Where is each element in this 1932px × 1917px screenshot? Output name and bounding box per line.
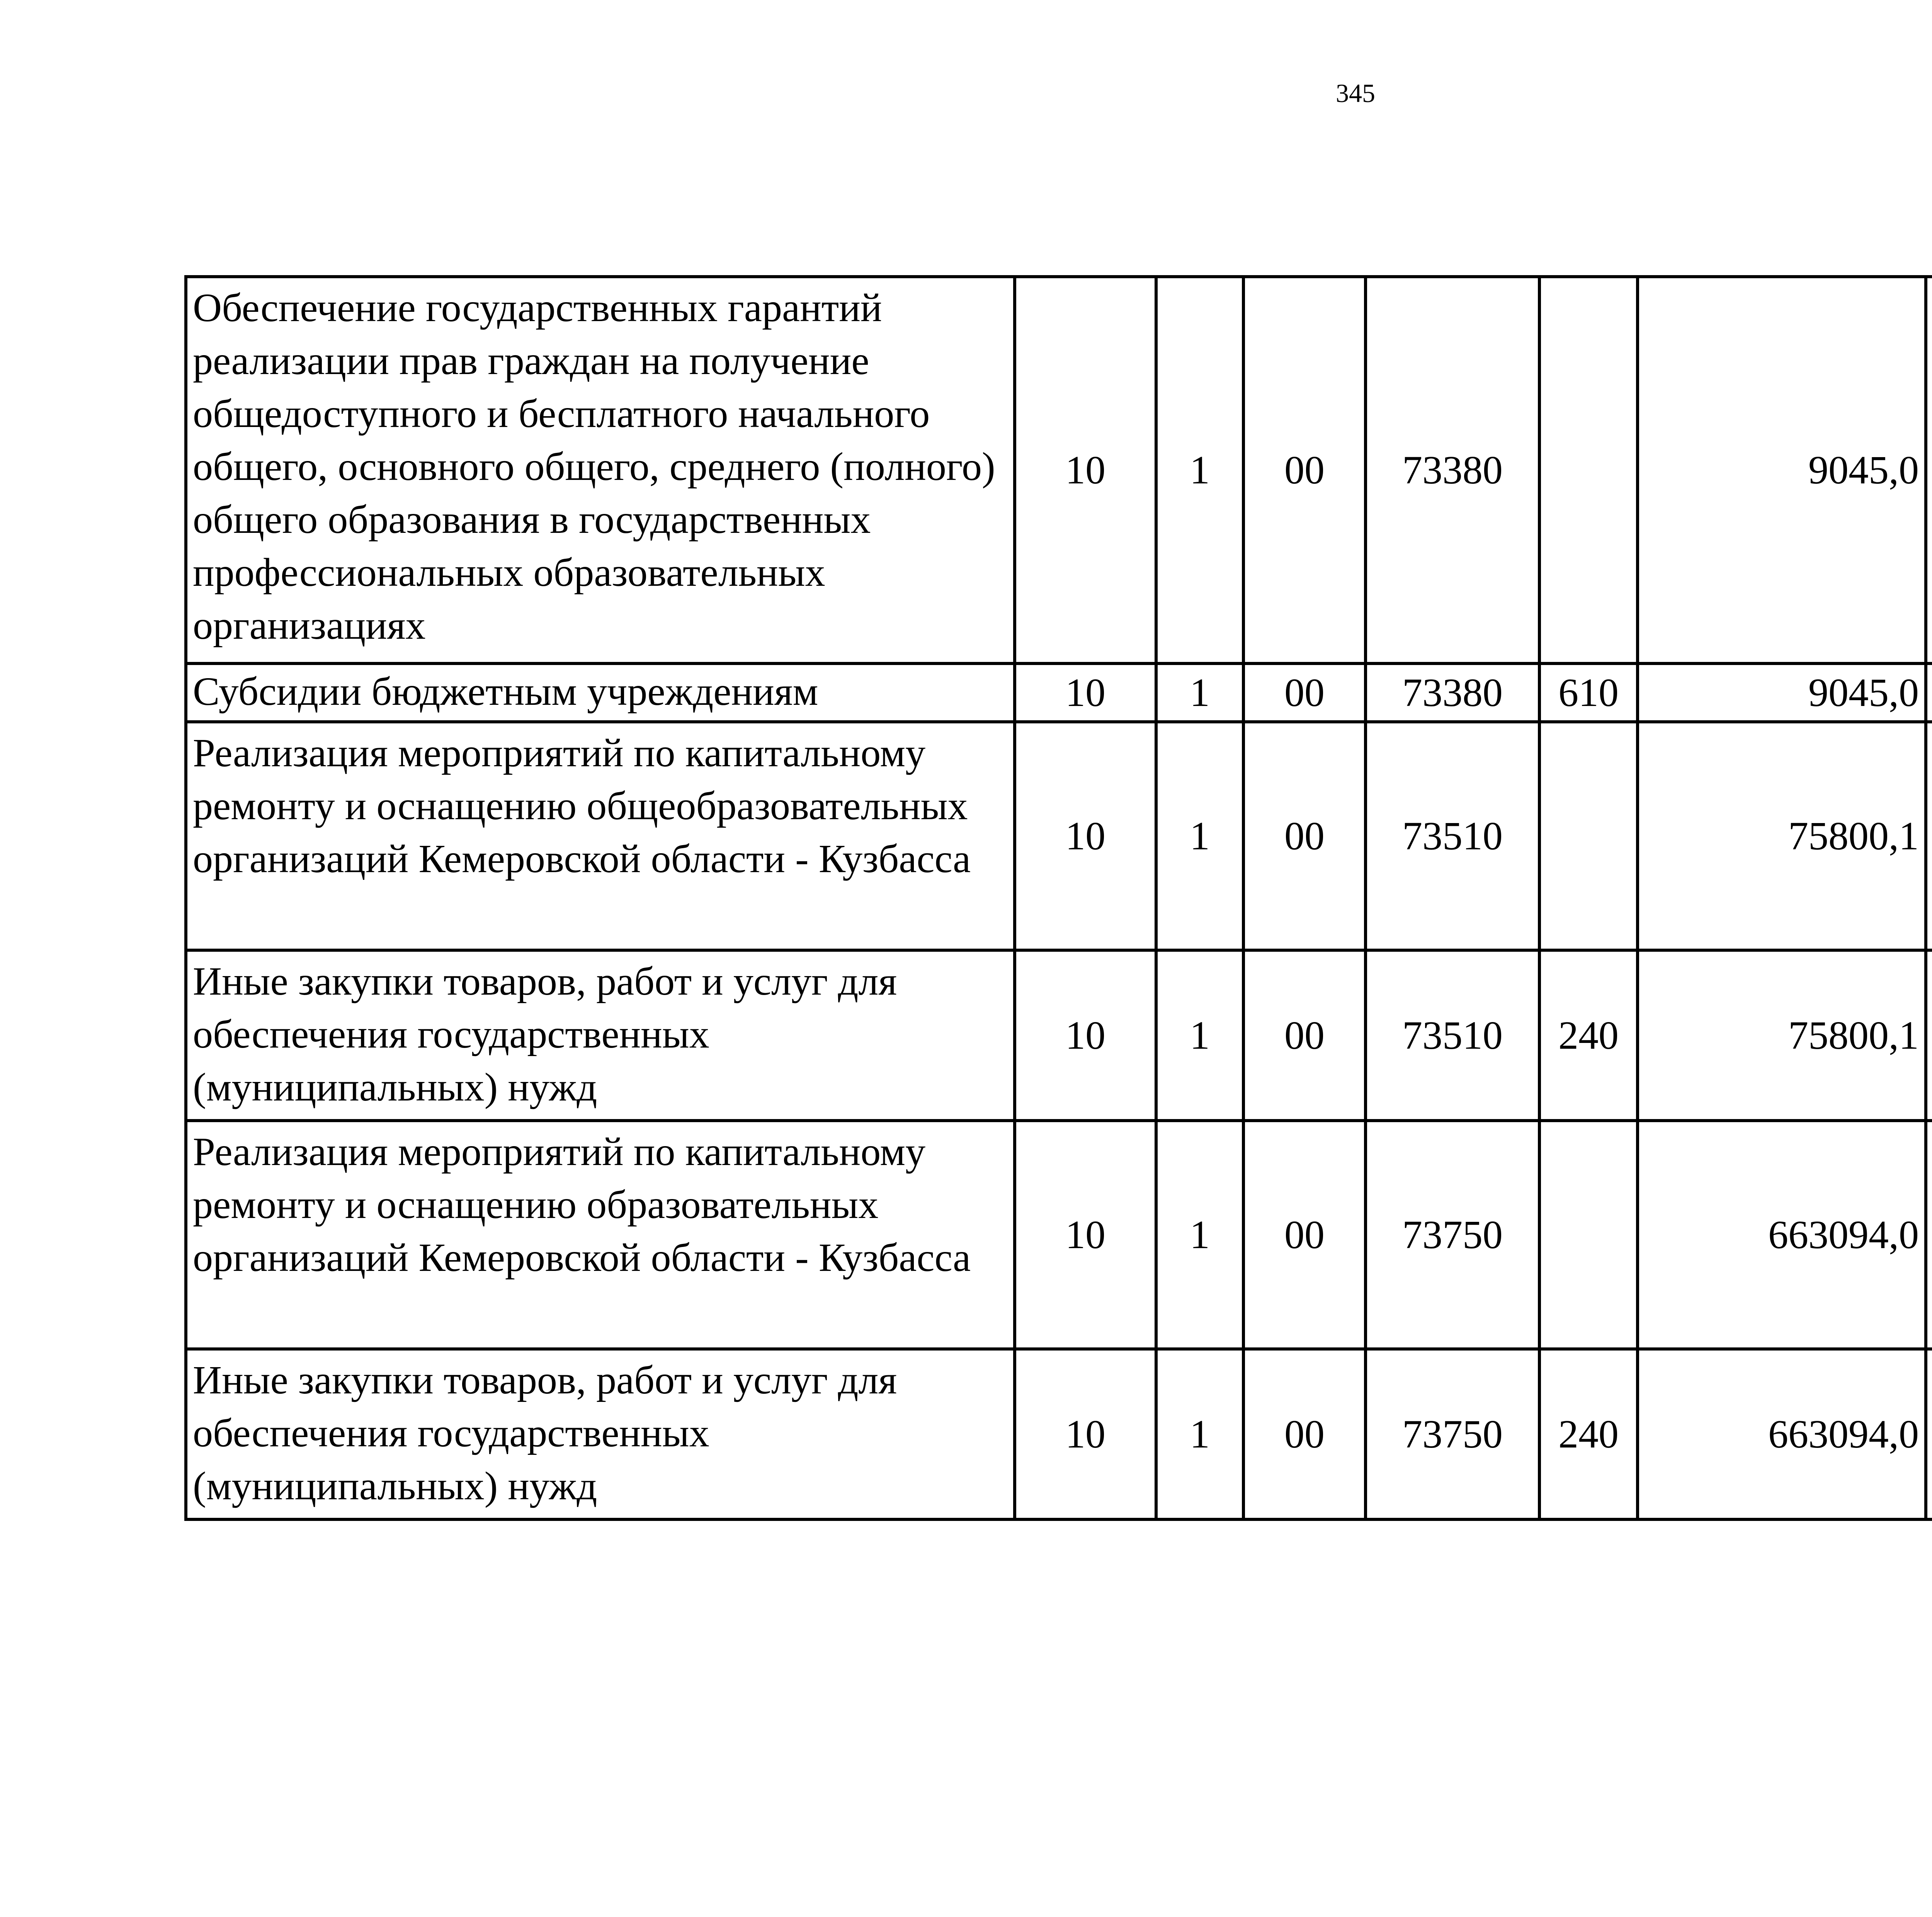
program-code: 1 xyxy=(1156,722,1243,950)
program-code: 1 xyxy=(1156,950,1243,1121)
direction-code: 73750 xyxy=(1366,1349,1539,1519)
table-row xyxy=(186,277,1932,663)
section-code: 10 xyxy=(1015,1121,1156,1349)
expense-type-code: 610 xyxy=(1539,663,1638,722)
table-row xyxy=(186,1349,1932,1519)
row-name: Обеспечение государственных гарантий реализации прав граждан на получение общедоступного и бесплатного начального общего, основного общего, среднего (полного) общего образования в государственных профессиональных образовательных организациях xyxy=(186,277,1015,663)
program-code: 1 xyxy=(1156,1349,1243,1519)
expense-type-code: 240 xyxy=(1539,1349,1638,1519)
amount-1: 75800,1 xyxy=(1638,722,1926,950)
amount-2 xyxy=(1926,1349,1932,1519)
expense-type-code: 240 xyxy=(1539,950,1638,1121)
amount-1: 663094,0 xyxy=(1638,1121,1926,1349)
section-code: 10 xyxy=(1015,722,1156,950)
row-name: Реализация мероприятий по капитальному ремонту и оснащению образовательных организаций Кемеровской области - Кузбасса xyxy=(186,1121,1015,1349)
amount-1: 9045,0 xyxy=(1638,277,1926,663)
subprogram-code: 00 xyxy=(1243,277,1366,663)
row-name: Субсидии бюджетным учреждениям xyxy=(186,663,1015,722)
program-code: 1 xyxy=(1156,663,1243,722)
subprogram-code: 00 xyxy=(1243,722,1366,950)
direction-code: 73750 xyxy=(1366,1121,1539,1349)
section-code: 10 xyxy=(1015,277,1156,663)
amount-2 xyxy=(1926,950,1932,1121)
row-name: Иные закупки товаров, работ и услуг для обеспечения государственных (муниципальных) нужд xyxy=(186,1349,1015,1519)
direction-code: 73510 xyxy=(1366,950,1539,1121)
budget-table xyxy=(184,275,1932,1521)
table-row xyxy=(186,722,1932,950)
subprogram-code: 00 xyxy=(1243,1349,1366,1519)
amount-1: 663094,0 xyxy=(1638,1349,1926,1519)
expense-type-code xyxy=(1539,722,1638,950)
page-number: 345 xyxy=(1336,78,1375,108)
direction-code: 73510 xyxy=(1366,722,1539,950)
section-code: 10 xyxy=(1015,1349,1156,1519)
program-code: 1 xyxy=(1156,1121,1243,1349)
amount-1: 9045,0 xyxy=(1638,663,1926,722)
subprogram-code: 00 xyxy=(1243,950,1366,1121)
table-row xyxy=(186,950,1932,1121)
expense-type-code xyxy=(1539,277,1638,663)
program-code: 1 xyxy=(1156,277,1243,663)
direction-code: 73380 xyxy=(1366,663,1539,722)
amount-2 xyxy=(1926,663,1932,722)
row-name: Реализация мероприятий по капитальному ремонту и оснащению общеобразовательных организаций Кемеровской области - Кузбасса xyxy=(186,722,1015,950)
section-code: 10 xyxy=(1015,950,1156,1121)
expense-type-code xyxy=(1539,1121,1638,1349)
subprogram-code: 00 xyxy=(1243,663,1366,722)
row-name: Иные закупки товаров, работ и услуг для обеспечения государственных (муниципальных) нужд xyxy=(186,950,1015,1121)
table-row xyxy=(186,1121,1932,1349)
amount-2 xyxy=(1926,277,1932,663)
amount-2 xyxy=(1926,722,1932,950)
amount-1: 75800,1 xyxy=(1638,950,1926,1121)
subprogram-code: 00 xyxy=(1243,1121,1366,1349)
direction-code: 73380 xyxy=(1366,277,1539,663)
table-row xyxy=(186,663,1932,722)
section-code: 10 xyxy=(1015,663,1156,722)
amount-2 xyxy=(1926,1121,1932,1349)
